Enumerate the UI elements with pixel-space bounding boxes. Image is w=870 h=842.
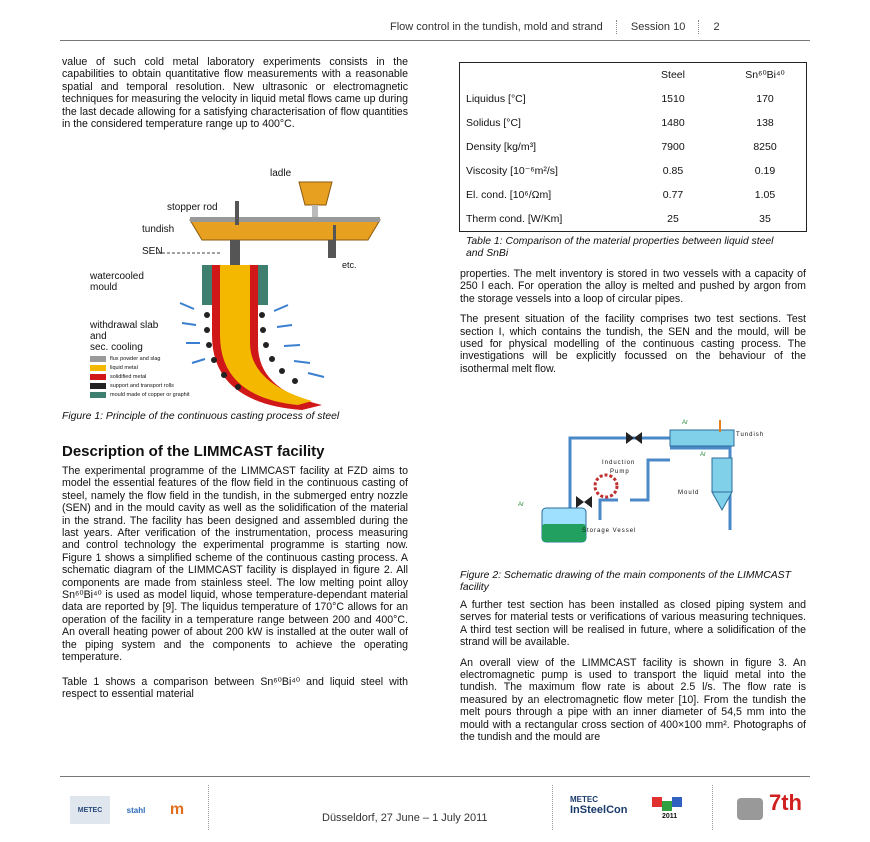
- figure-2-caption: Figure 2: Schematic drawing of the main components of the LIMMCAST facility: [460, 570, 791, 593]
- table-header-cell: Steel: [661, 69, 685, 81]
- table-cell: Liquidus [°C]: [466, 93, 526, 105]
- left-column-body: [62, 465, 408, 700]
- figure-2-caption-block: [460, 570, 806, 594]
- legend-item: [90, 390, 190, 399]
- insteelcon-logo-year: 2011: [662, 813, 678, 820]
- legend-label: liquid metal: [110, 364, 138, 371]
- table-cell: Therm cond. [W/Km]: [466, 213, 563, 225]
- label-withdrawal-2: and: [90, 331, 107, 342]
- ecc-logo-text: 7th: [769, 790, 802, 815]
- table-1: [459, 62, 807, 232]
- body-paragraph: An overall view of the LIMMCAST facility is shown in figure 3. An electromagnetic pump is used to transport the liquid metal into the tundish. The maximum flow rate is about 2.5 l/s. The flow rate is measured by an electromagnetic flow meter [10]. From the tundish the melt pours through a pipe with an inner diameter of 54,5 mm into the mould with a rectangular cross section of 400×100 mm². Photographs of the tundish and the mould are: [460, 656, 806, 744]
- footer-divider: [552, 785, 553, 830]
- legend-swatch: [90, 374, 106, 380]
- header-rule: [60, 40, 810, 41]
- label-ladle: ladle: [270, 168, 292, 179]
- legend-label: solidified metal: [110, 373, 147, 380]
- header-title: Flow control in the tundish, mold and strand: [390, 20, 603, 33]
- legend-item: [90, 354, 190, 363]
- table-cell: Viscosity [10⁻⁶m²/s]: [466, 165, 558, 177]
- label-storage-vessel: Storage Vessel: [582, 528, 637, 534]
- intro-paragraph: value of such cold metal laboratory experiments consists in the capabilities to obtain quantitative flow measurements with a reasonable spatial and temporal resolution. New ultrasonic or electromagnetic techniques for measuring the velocity in liquid metal flows came up during the last decade allowing for a satisfying characterisation of flow quantities in the considered temperature range up to 400°C.: [62, 56, 408, 131]
- figure-2: [518, 420, 790, 550]
- label-mould: Mould: [678, 490, 700, 496]
- label-sen: SEN: [142, 246, 163, 257]
- table-cell: El. cond. [10⁶/Ωm]: [466, 189, 552, 201]
- section-heading-block: [62, 443, 408, 460]
- label-pump-2: Pump: [610, 469, 630, 475]
- table-cell: 138: [756, 117, 774, 129]
- label-ar-3: Ar: [518, 502, 524, 508]
- table-1-caption-block: [466, 236, 776, 260]
- body-paragraph: Table 1 shows a comparison between Sn⁶⁰Bi⁴⁰ and liquid steel with respect to essential material: [62, 675, 408, 700]
- legend-label: flux powder and slag: [110, 355, 161, 362]
- table-row: [460, 135, 806, 159]
- table-row: [460, 207, 806, 231]
- figure-1: [62, 165, 408, 410]
- insteelcon-logo-line1: METEC: [570, 795, 598, 804]
- legend-label: support and transport rolls: [110, 382, 174, 389]
- legend-item: [90, 363, 190, 372]
- table-1-caption: Table 1: Comparison of the material properties between liquid steel and SnBi: [466, 236, 774, 259]
- legend-label: mould made of copper or graphit: [110, 391, 190, 398]
- m-logo: [162, 796, 192, 824]
- label-tundish: tundish: [142, 224, 175, 235]
- table-cell: Solidus [°C]: [466, 117, 521, 129]
- figure-1-legend: [90, 354, 190, 399]
- legend-swatch: [90, 365, 106, 371]
- ecc-emblem-icon: [737, 798, 763, 820]
- figure-1-caption-block: [62, 411, 408, 423]
- table-cell: 25: [667, 213, 679, 225]
- table-row: [460, 111, 806, 135]
- header-divider: [698, 20, 700, 34]
- stahl-logo-text: stahl: [126, 805, 146, 815]
- legend-swatch: [90, 383, 106, 389]
- table-cell: 0.85: [662, 165, 684, 177]
- legend-swatch: [90, 392, 106, 398]
- table-cell: 170: [756, 93, 774, 105]
- table-cell: 7900: [661, 141, 685, 153]
- label-ar-1: Ar: [682, 420, 688, 426]
- insteelcon-logo-line2: InSteelCon: [570, 804, 628, 816]
- body-paragraph: The present situation of the facility comprises two test sections. Test section I, which contains the tundish, the SEN and the mould, will be used for physical modelling of the continuous casting process. The investigations will be explicitly focussed on the behaviour of the isothermal melt flow.: [460, 313, 806, 375]
- insteelcon-logo: [570, 795, 690, 829]
- header-divider: [616, 20, 618, 34]
- table-cell: 0.77: [662, 189, 684, 201]
- section-title: Description of the LIMMCAST facility: [62, 443, 325, 460]
- body-paragraph: The experimental programme of the LIMMCAST facility at FZD aims to model the essential features of the flow field in the continuous casting of steel, namely the flow field in the tundish, in the submerged entry nozzle (SEN) and in the mould cavity as well as the solidification of the material in the strand. The facility has been designed and assembled during the last years. After verification of the instrumentation, process measuring and control technology the experimental programme is starting now. Figure 1 shows a simplified scheme of the continuous casting process. A schematic diagram of the LIMMCAST facility is displayed in figure 2. All components are made from stainless steel. The low melting point alloy Sn⁶⁰Bi⁴⁰ is used as model liquid, whose temperature-dependant material data are reported by [9]. The liquidus temperature of 170°C allows for an operation of the facility in a temperature range between 200 and 400°C. An overall heating power of about 200 kW is installed at the outer wall of the piping system and the components to achieve the operating temperature.: [62, 465, 408, 664]
- figure-1-caption: Figure 1: Principle of the continuous casting process of steel: [62, 411, 340, 422]
- table-row: [460, 159, 806, 183]
- table-cell: 1510: [661, 93, 685, 105]
- metec-logo: [70, 796, 110, 824]
- right-column-body-bottom: [460, 599, 806, 743]
- footer-divider: [208, 785, 209, 830]
- limmcast-schematic: [530, 420, 790, 550]
- table-cell: 0.19: [754, 165, 776, 177]
- page-number: 2: [713, 20, 720, 33]
- table-header-cell: Sn⁶⁰Bi⁴⁰: [745, 69, 785, 81]
- label-withdrawal-3: sec. cooling: [90, 342, 143, 353]
- header-session: Session 10: [630, 20, 686, 33]
- legend-swatch: [90, 356, 106, 362]
- ecc-logo: [735, 790, 805, 830]
- table-cell: 8250: [753, 141, 777, 153]
- stahl-logo: [118, 796, 154, 824]
- table-row: [460, 183, 806, 207]
- table-cell: 35: [759, 213, 771, 225]
- left-column-intro: [62, 56, 408, 130]
- running-header: [390, 20, 720, 34]
- table-cell: Density [kg/m³]: [466, 141, 537, 153]
- body-paragraph: A further test section has been installed as closed piping system and serves for material tests or verifications of various measuring techniques. A third test section will be realised in future, where a solidification of the strand will be available.: [460, 599, 806, 649]
- right-column-body-top: [460, 268, 806, 375]
- body-paragraph: properties. The melt inventory is stored in two vessels with a capacity of 250 l each. For operation the alloy is melted and pushed by argon from the storage vessels into a loop of circular pipes.: [460, 268, 806, 305]
- table-cell: 1.05: [754, 189, 776, 201]
- label-stopper-rod: stopper rod: [167, 202, 218, 213]
- table-header-cell: [460, 63, 622, 87]
- material-properties-table: [460, 63, 806, 231]
- label-withdrawal-1: withdrawal slab: [90, 320, 159, 331]
- label-tundish: Tundish: [736, 432, 765, 438]
- label-etc: etc.: [342, 260, 357, 270]
- footer-divider: [712, 785, 713, 830]
- footer-venue-date: Düsseldorf, 27 June – 1 July 2011: [322, 812, 488, 824]
- m-logo-text: m: [169, 801, 185, 818]
- legend-item: [90, 381, 190, 390]
- label-ar-2: Ar: [700, 452, 706, 458]
- insteelcon-block-icon: [652, 797, 662, 807]
- metec-logo-text: METEC: [77, 806, 103, 814]
- insteelcon-block-icon: [672, 797, 682, 807]
- footer-rule: [60, 776, 810, 777]
- legend-item: [90, 372, 190, 381]
- table-cell: 1480: [661, 117, 685, 129]
- label-pump-1: Induction: [602, 460, 636, 466]
- insteelcon-block-icon: [662, 801, 672, 811]
- label-mould-2: mould: [90, 282, 118, 293]
- table-header-row: [460, 63, 806, 87]
- table-row: [460, 87, 806, 111]
- label-mould-1: watercooled: [90, 271, 144, 282]
